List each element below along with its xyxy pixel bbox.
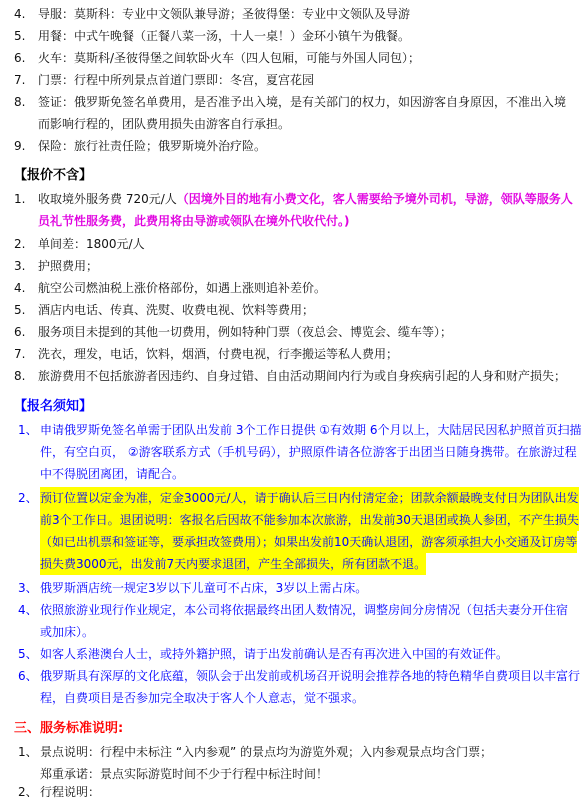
list-item: 或加床）。 [40,625,95,639]
section-heading-excluded: 【报价不含】 [14,168,93,183]
list-item: 4. 导服：莫斯科：专业中文领队兼导游；圣彼得堡：专业中文领队及导游 [14,7,411,21]
list-item: 3. 护照费用； [14,259,99,273]
list-item: 8. 旅游费用不包括旅游者因违约、自身过错、自由活动期间内行为或自身疾病引起的人身和财产损失； [14,369,567,383]
list-item: 6. 服务项目未提到的其他一切费用，例如特种门票（夜总会、博览会、缆车等）； [14,325,453,339]
list-item: （如已出机票和签证等，要承担改签费用）；如果出发前10天确认退团，游客须承担大小交通及订房等 [0,531,588,553]
list-item: 9. 保险：旅行社责任险；俄罗斯境外治疗险。 [14,139,267,153]
list-item: 而影响行程的，团队费用损失由游客自行承担。 [38,117,291,131]
list-item: 员礼节性服务费，此费用将由导游或领队在境外代收代付。) [38,214,350,228]
list-item: 6、 俄罗斯具有深厚的文化底蕴，领队会于出发前或机场召开说明会推荐各地的特色精华自费项目以丰富行 [18,669,581,683]
section-heading-standards: 三、服务标准说明: [14,721,124,736]
list-item: 前3个工作日。退团说明：客报名后因故不能参加本次旅游，出发前30天退团或换人参团，不产生损失 [0,509,588,531]
list-item: 中不得脱团离团，请配合。 [40,467,185,481]
list-item: 2. 单间差：1800元/人 [14,237,145,251]
list-item: 5. 用餐：中式午晚餐（正餐八菜一汤，十人一桌！）金环小镇午为俄餐。 [14,29,411,43]
list-item: 4. 航空公司燃油税上涨价格部份，如遇上涨则追补差价。 [14,281,327,295]
section-heading-notice: 【报名须知】 [14,399,93,414]
list-item: 2、 行程说明： [18,785,101,799]
list-item: 5. 酒店内电话、传真、洗熨、收费电视、饮料等费用； [14,303,315,317]
list-item: 1、 景点说明：行程中未标注 “入内参观” 的景点均为游览外观；入内参观景点均含门票； [18,745,493,759]
list-item: 1、 申请俄罗斯免签名单需于团队出发前 3个工作日提供 ①有效期 6个月以上，大陆居民因私护照首页扫描 [18,423,582,437]
list-item: 损失费3000元，出发前7天内要求退团，产生全部损失，所有团款不退。 [0,553,588,575]
list-item: 件，有空白页， ②游客联系方式（手机号码），护照原件请各位游客于出团当日随身携带。在旅游过程 [40,445,577,459]
list-item: 3、 俄罗斯酒店统一规定3岁以下儿童可不占床，3岁以上需占床。 [18,581,368,595]
list-item: 1. 收取境外服务费 720元/人（因境外目的地有小费文化，客人需要给予境外司机，导游，领队等服务人 [14,192,573,206]
list-item: 6. 火车：莫斯科/圣彼得堡之间软卧火车（四人包厢，可能与外国人同包）； [14,51,421,65]
list-item: 4、 依照旅游业现行作业规定，本公司将依据最终出团人数情况，调整房间分房情况（包括夫妻分开住宿 [18,603,569,617]
list-item: 郑重承诺：景点实际游览时间不少于行程中标注时间！ [40,767,329,781]
list-item: 7. 门票：行程中所列景点首道门票即：冬宫，夏宫花园 [14,73,315,87]
list-item: 2、 预订位置以定金为准，定金3000元/人，请于确认后三日内付清定金；团款余额最晚支付日为团队出发 [0,487,588,509]
list-item: 7. 洗衣，理发，电话，饮料，烟酒，付费电视，行李搬运等私人费用； [14,347,399,361]
list-item: 8. 签证：俄罗斯免签名单费用，是否准予出入境，是有关部门的权力，如因游客自身原因，不准出入境 [14,95,567,109]
list-item: 5、 如客人系港澳台人士，或持外籍护照，请于出发前确认是否有再次进入中国的有效证件。 [18,647,509,661]
list-item: 程，自费项目是否参加完全取决于客人个人意志，觉不强求。 [40,691,365,705]
